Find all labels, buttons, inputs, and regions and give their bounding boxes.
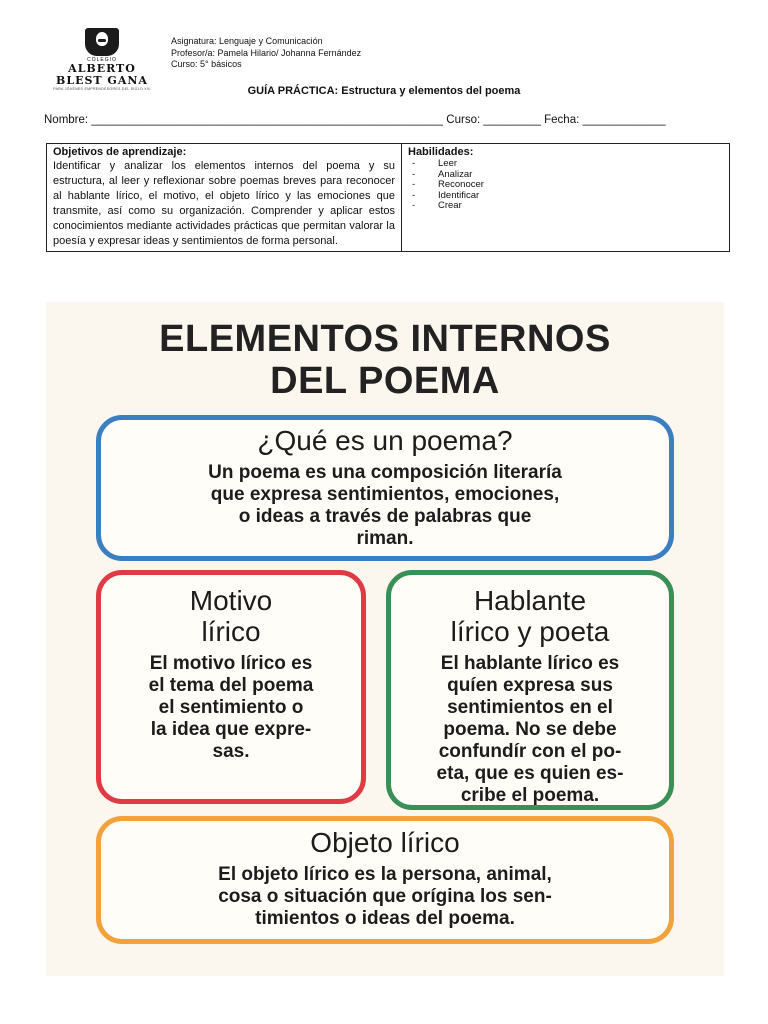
skill-item: - Crear bbox=[408, 201, 723, 212]
student-form-line bbox=[44, 114, 724, 126]
date-label: Fecha: bbox=[544, 114, 580, 126]
poster-title bbox=[46, 318, 724, 402]
skills-title: Habilidades: bbox=[408, 146, 474, 158]
grade-line: Curso: 5° básicos bbox=[171, 59, 242, 69]
card-text: El motivo lírico es el tema del poema el sentimiento o la idea que expre- sas. bbox=[148, 653, 314, 762]
course-label: Curso: bbox=[446, 114, 481, 126]
card-title: ¿Qué es un poema? bbox=[257, 425, 513, 456]
school-logo bbox=[44, 28, 160, 91]
subject-line: Asignatura: Lenguaje y Comunicación bbox=[171, 36, 323, 46]
skills-cell bbox=[402, 144, 730, 252]
objectives-cell bbox=[47, 144, 402, 252]
poster-title-line: ELEMENTOS INTERNOS bbox=[159, 318, 611, 360]
skill-item: - Identificar bbox=[408, 191, 723, 202]
card-lyric-speaker bbox=[386, 570, 674, 810]
poem-elements-poster bbox=[46, 302, 724, 976]
card-title: Hablante lírico y poeta bbox=[450, 585, 610, 647]
objectives-table bbox=[46, 143, 730, 252]
objectives-title: Objetivos de aprendizaje: bbox=[53, 146, 187, 158]
card-what-is-poem bbox=[96, 415, 674, 561]
card-text: Un poema es una composición literaría que expresa sentimientos, emociones, o ideas a través de palabras que riman. bbox=[208, 462, 562, 549]
course-blank[interactable]: _________ bbox=[483, 114, 541, 126]
skill-item: - Analizar bbox=[408, 170, 723, 181]
logo-top-text: COLEGIO bbox=[87, 57, 117, 63]
skills-list bbox=[408, 159, 723, 212]
card-lyric-object bbox=[96, 816, 674, 944]
name-blank[interactable]: _______________________________________________________ bbox=[91, 114, 444, 126]
date-blank[interactable]: _____________ bbox=[582, 114, 666, 126]
skill-item: - Leer bbox=[408, 159, 723, 170]
card-lyric-motive bbox=[96, 570, 366, 804]
objectives-text: Identificar y analizar los elementos internos del poema y su estructura, al leer y reflexionar sobre poemas breves para reconocer al hablante lírico, el motivo, el objeto lírico y las emociones que transmite, así como su organización. Comprender y aplicar estos conocimientos mediante actividades prácticas que permitan valorar la poesía y expresar ideas y sentimientos de forma personal. bbox=[53, 160, 395, 247]
name-label: Nombre: bbox=[44, 114, 89, 126]
header-info bbox=[171, 36, 361, 71]
skill-item: - Reconocer bbox=[408, 180, 723, 191]
teacher-line: Profesor/a: Pamela Hilario/ Johanna Fernández bbox=[171, 47, 362, 58]
guide-title: GUÍA PRÁCTICA: Estructura y elementos del poema bbox=[247, 85, 521, 97]
card-title: Objeto lírico bbox=[310, 827, 460, 858]
school-crest-icon bbox=[85, 28, 119, 56]
card-text: El objeto lírico es la persona, animal, cosa o situación que orígina los sen- timientos o ideas del poema. bbox=[218, 864, 552, 929]
card-text: El hablante lírico es quíen expresa sus sentimientos en el poema. No se debe confundír con el po- eta, que es quien es- cribe el poema. bbox=[436, 653, 624, 806]
poster-title-line: DEL POEMA bbox=[270, 360, 500, 402]
card-title: Motivo lírico bbox=[189, 585, 273, 647]
logo-tagline: PARA JÓVENES EMPRENDEDORES DEL SIGLO XXI bbox=[53, 87, 151, 91]
logo-school-name: ALBERTO BLEST GANA bbox=[56, 62, 148, 87]
